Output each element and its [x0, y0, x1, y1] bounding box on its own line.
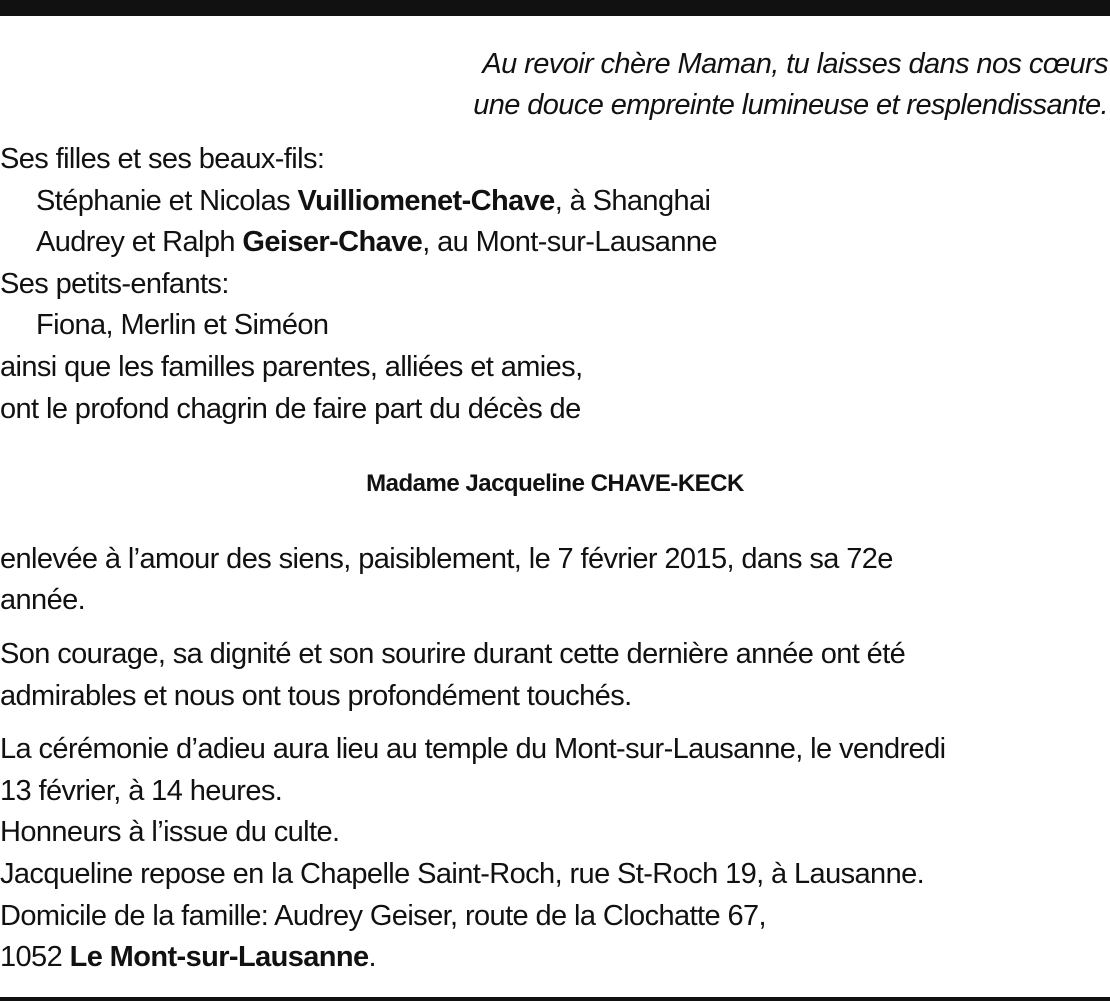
tribute-line-1: Son courage, sa dignité et son sourire durant cette dernière année ont été	[0, 638, 906, 670]
daughter-2-place: , au Mont-sur-Lausanne	[422, 226, 717, 258]
epitaph-line-2: une douce empreinte lumineuse et resplendissante.	[473, 89, 1108, 121]
daughter-1-place: , à Shanghai	[554, 185, 711, 217]
daughter-2-names: Audrey et Ralph	[36, 226, 243, 258]
passing-line-1: enlevée à l’amour des siens, paisiblement, le 7 février 2015, dans sa 72e	[0, 543, 893, 575]
daughter-1-names: Stéphanie et Nicolas	[36, 185, 298, 217]
daughter-entry-1	[36, 181, 710, 221]
daughter-1-surname: Vuilliomenet-Chave	[297, 185, 555, 217]
grandchildren-names: Fiona, Merlin et Siméon	[36, 309, 329, 341]
tribute-line-2: admirables et nous ont tous profondément touchés.	[0, 680, 632, 712]
domicile-town: Le Mont-sur-Lausanne	[69, 941, 369, 973]
epitaph-line-1: Au revoir chère Maman, tu laisses dans nos cœurs	[482, 48, 1108, 80]
domicile-line-2	[0, 937, 376, 977]
daughter-entry-2	[36, 222, 717, 262]
announcement-line: ont le profond chagrin de faire part du décès de	[0, 393, 581, 425]
bottom-rule	[0, 997, 1110, 1001]
passing-line-2: année.	[0, 584, 86, 616]
daughter-2-surname: Geiser-Chave	[242, 226, 423, 258]
domicile-end: .	[368, 941, 377, 973]
honours-line: Honneurs à l’issue du culte.	[0, 816, 340, 848]
ceremony-line-1: La cérémonie d’adieu aura lieu au temple du Mont-sur-Lausanne, le vendredi	[0, 733, 946, 765]
grandchildren-heading: Ses petits-enfants:	[0, 268, 229, 300]
daughters-heading: Ses filles et ses beaux-fils:	[0, 143, 325, 175]
domicile-line-1: Domicile de la famille: Audrey Geiser, route de la Clochatte 67,	[0, 900, 766, 932]
relatives-line: ainsi que les familles parentes, alliées et amies,	[0, 351, 583, 383]
rests-line: Jacqueline repose en la Chapelle Saint-Roch, rue St-Roch 19, à Lausanne.	[0, 858, 925, 890]
ceremony-line-2: 13 février, à 14 heures.	[0, 775, 283, 807]
domicile-postcode: 1052	[0, 941, 70, 973]
deceased-name: Madame Jacqueline CHAVE-KECK	[366, 470, 744, 497]
top-rule	[0, 0, 1110, 16]
